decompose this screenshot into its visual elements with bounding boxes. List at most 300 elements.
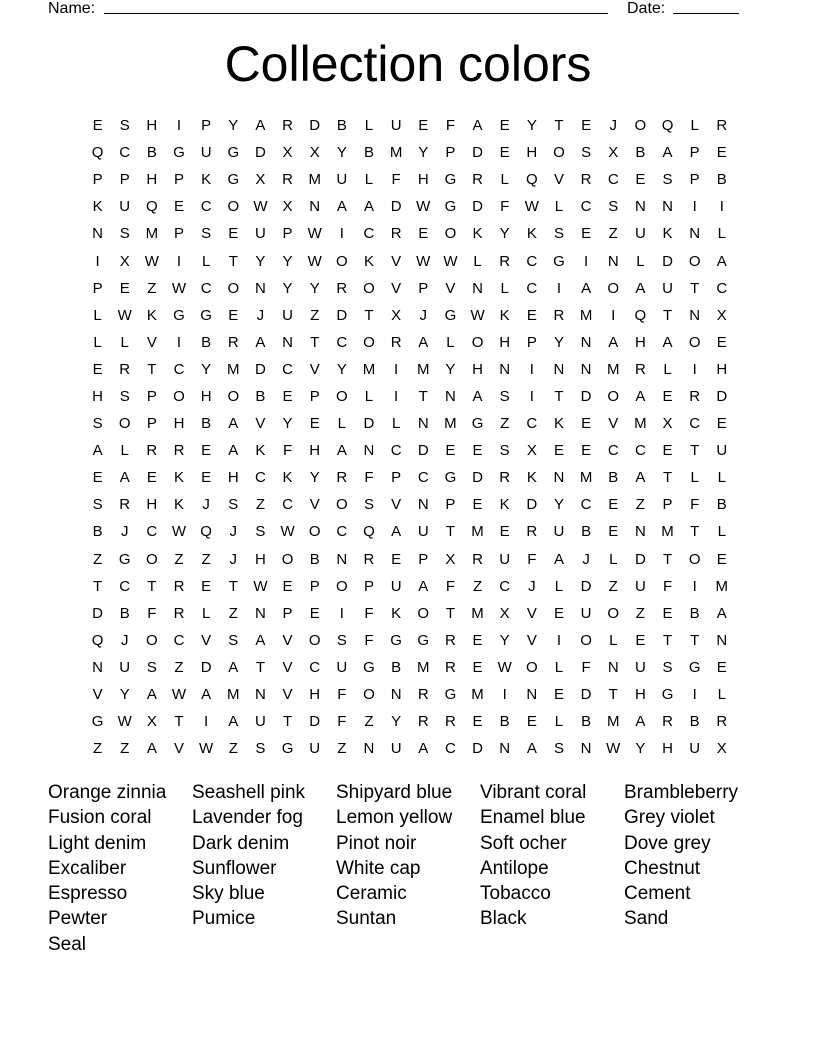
grid-letter[interactable]: N xyxy=(309,198,321,216)
grid-letter[interactable]: H xyxy=(173,415,185,433)
grid-letter[interactable]: R xyxy=(390,333,402,351)
grid-letter[interactable]: E xyxy=(499,117,510,135)
grid-letter[interactable]: Y xyxy=(553,333,564,351)
grid-letter[interactable]: W xyxy=(606,740,621,758)
grid-letter[interactable]: T xyxy=(608,686,618,704)
grid-letter[interactable]: C xyxy=(336,333,348,351)
grid-letter[interactable]: H xyxy=(146,117,158,135)
grid-letter[interactable]: K xyxy=(201,171,212,189)
grid-letter[interactable]: N xyxy=(499,360,511,378)
grid-letter[interactable]: H xyxy=(254,550,266,568)
grid-letter[interactable]: E xyxy=(309,604,320,622)
grid-letter[interactable]: E xyxy=(662,604,673,622)
grid-letter[interactable]: L xyxy=(473,252,482,270)
grid-letter[interactable]: F xyxy=(364,631,374,649)
grid-letter[interactable]: B xyxy=(581,713,592,731)
grid-letter[interactable]: S xyxy=(228,496,239,514)
grid-letter[interactable]: W xyxy=(144,252,159,270)
grid-letter[interactable]: M xyxy=(145,225,159,243)
grid-letter[interactable]: Y xyxy=(201,360,212,378)
grid-letter[interactable]: E xyxy=(282,387,293,405)
grid-letter[interactable]: U xyxy=(634,658,646,676)
grid-letter[interactable]: C xyxy=(254,469,266,487)
grid-letter[interactable]: E xyxy=(553,604,564,622)
grid-letter[interactable]: S xyxy=(553,225,564,243)
grid-letter[interactable]: F xyxy=(500,198,510,216)
grid-letter[interactable]: C xyxy=(119,144,131,162)
grid-letter[interactable]: W xyxy=(117,306,132,324)
grid-letter[interactable]: V xyxy=(391,496,402,514)
grid-letter[interactable]: U xyxy=(119,198,131,216)
grid-letter[interactable]: C xyxy=(689,415,701,433)
grid-letter[interactable]: U xyxy=(634,225,646,243)
grid-letter[interactable]: O xyxy=(281,550,294,568)
grid-letter[interactable]: N xyxy=(499,740,511,758)
grid-letter[interactable]: A xyxy=(553,550,564,568)
grid-letter[interactable]: Z xyxy=(635,604,645,622)
grid-letter[interactable]: Y xyxy=(526,117,537,135)
grid-letter[interactable]: J xyxy=(419,306,427,324)
grid-letter[interactable]: Q xyxy=(661,117,674,135)
grid-letter[interactable]: N xyxy=(363,740,375,758)
grid-letter[interactable]: I xyxy=(502,686,507,704)
grid-letter[interactable]: H xyxy=(146,496,158,514)
grid-letter[interactable]: N xyxy=(634,523,646,541)
grid-letter[interactable]: W xyxy=(280,523,295,541)
grid-letter[interactable]: P xyxy=(146,387,157,405)
grid-letter[interactable]: K xyxy=(391,604,402,622)
grid-letter[interactable]: C xyxy=(282,496,293,514)
grid-letter[interactable]: B xyxy=(716,496,727,514)
grid-letter[interactable]: P xyxy=(119,171,130,189)
grid-letter[interactable]: Y xyxy=(445,360,456,378)
grid-letter[interactable]: I xyxy=(176,333,182,351)
grid-letter[interactable]: P xyxy=(391,469,402,487)
grid-letter[interactable]: E xyxy=(716,415,727,433)
grid-letter[interactable]: E xyxy=(608,523,619,541)
grid-letter[interactable]: O xyxy=(607,387,620,405)
grid-letter[interactable]: T xyxy=(174,713,184,731)
grid-letter[interactable]: T xyxy=(92,577,103,595)
grid-letter[interactable]: R xyxy=(119,360,131,378)
grid-letter[interactable]: U xyxy=(309,740,321,758)
grid-letter[interactable]: U xyxy=(119,658,131,676)
grid-letter[interactable]: F xyxy=(445,117,455,135)
grid-letter[interactable]: S xyxy=(119,225,130,243)
grid-letter[interactable]: K xyxy=(662,225,673,243)
grid-letter[interactable]: G xyxy=(173,144,185,162)
grid-letter[interactable]: Y xyxy=(282,279,293,297)
grid-letter[interactable]: T xyxy=(690,631,700,649)
grid-letter[interactable]: B xyxy=(201,415,212,433)
grid-letter[interactable]: E xyxy=(716,658,727,676)
grid-letter[interactable]: Y xyxy=(309,279,320,297)
grid-letter[interactable]: C xyxy=(716,279,728,297)
grid-letter[interactable]: C xyxy=(390,442,402,460)
grid-letter[interactable]: M xyxy=(471,604,484,622)
grid-letter[interactable]: N xyxy=(363,442,375,460)
grid-letter[interactable]: S xyxy=(146,658,157,676)
grid-letter[interactable]: W xyxy=(171,686,187,704)
grid-letter[interactable]: E xyxy=(608,496,619,514)
grid-letter[interactable]: N xyxy=(336,550,348,568)
grid-letter[interactable]: E xyxy=(716,144,727,162)
grid-letter[interactable]: A xyxy=(228,442,239,460)
grid-letter[interactable]: G xyxy=(118,550,131,568)
grid-letter[interactable]: M xyxy=(634,415,647,433)
grid-letter[interactable]: D xyxy=(336,306,348,324)
grid-letter[interactable]: D xyxy=(662,252,673,270)
grid-letter[interactable]: R xyxy=(444,658,456,676)
grid-letter[interactable]: T xyxy=(662,306,673,324)
grid-letter[interactable]: Z xyxy=(228,604,238,622)
grid-letter[interactable]: H xyxy=(634,686,646,704)
grid-letter[interactable]: O xyxy=(525,658,538,676)
grid-letter[interactable]: E xyxy=(146,469,157,487)
grid-letter[interactable]: T xyxy=(255,658,265,676)
grid-letter[interactable]: A xyxy=(201,686,212,704)
grid-letter[interactable]: L xyxy=(337,415,346,433)
grid-letter[interactable]: C xyxy=(173,631,185,649)
grid-letter[interactable]: S xyxy=(92,415,103,433)
grid-letter[interactable]: N xyxy=(92,225,103,243)
grid-letter[interactable]: L xyxy=(93,306,102,324)
grid-letter[interactable]: I xyxy=(394,387,399,405)
grid-letter[interactable]: D xyxy=(634,550,646,568)
grid-letter[interactable]: Z xyxy=(92,740,103,758)
grid-letter[interactable]: U xyxy=(390,577,402,595)
grid-letter[interactable]: E xyxy=(553,686,564,704)
grid-letter[interactable]: V xyxy=(282,658,293,676)
grid-letter[interactable]: N xyxy=(580,333,592,351)
grid-letter[interactable]: N xyxy=(444,387,456,405)
grid-letter[interactable]: O xyxy=(688,252,701,270)
grid-letter[interactable]: I xyxy=(692,686,697,704)
grid-letter[interactable]: R xyxy=(444,631,456,649)
grid-letter[interactable]: E xyxy=(119,279,130,297)
grid-letter[interactable]: T xyxy=(554,387,564,405)
grid-letter[interactable]: C xyxy=(607,171,619,189)
grid-letter[interactable]: I xyxy=(176,117,182,135)
grid-letter[interactable]: P xyxy=(662,496,673,514)
grid-letter[interactable]: H xyxy=(200,387,212,405)
grid-letter[interactable]: T xyxy=(282,713,293,731)
grid-letter[interactable]: D xyxy=(526,496,538,514)
grid-letter[interactable]: S xyxy=(499,442,510,460)
grid-letter[interactable]: M xyxy=(579,306,593,324)
grid-letter[interactable]: W xyxy=(497,658,512,676)
grid-letter[interactable]: B xyxy=(608,469,619,487)
grid-letter[interactable]: T xyxy=(310,333,320,351)
grid-letter[interactable]: B xyxy=(92,523,103,541)
grid-letter[interactable]: L xyxy=(120,442,129,460)
grid-letter[interactable]: C xyxy=(336,523,348,541)
grid-letter[interactable]: O xyxy=(336,496,348,514)
grid-letter[interactable]: P xyxy=(309,387,320,405)
grid-letter[interactable]: S xyxy=(662,171,673,189)
grid-letter[interactable]: V xyxy=(255,415,266,433)
grid-letter[interactable]: P xyxy=(445,144,456,162)
grid-letter[interactable]: R xyxy=(553,306,565,324)
grid-letter[interactable]: P xyxy=(146,415,157,433)
grid-letter[interactable]: Z xyxy=(228,740,238,758)
grid-letter[interactable]: W xyxy=(253,577,268,595)
grid-letter[interactable]: L xyxy=(201,604,211,622)
grid-letter[interactable]: G xyxy=(200,306,212,324)
grid-letter[interactable]: M xyxy=(661,523,674,541)
grid-letter[interactable]: P xyxy=(689,144,700,162)
grid-letter[interactable]: I xyxy=(719,198,724,216)
grid-letter[interactable]: Z xyxy=(337,740,347,758)
grid-letter[interactable]: Z xyxy=(608,225,618,243)
grid-letter[interactable]: S xyxy=(119,117,130,135)
grid-letter[interactable]: W xyxy=(524,198,539,216)
grid-letter[interactable]: Y xyxy=(336,144,347,162)
grid-letter[interactable]: M xyxy=(606,713,620,731)
grid-letter[interactable]: Y xyxy=(499,631,510,649)
grid-letter[interactable]: I xyxy=(611,306,616,324)
grid-letter[interactable]: L xyxy=(120,333,129,351)
grid-letter[interactable]: G xyxy=(444,306,457,324)
grid-letter[interactable]: R xyxy=(282,171,293,189)
grid-letter[interactable]: P xyxy=(92,171,103,189)
grid-letter[interactable]: R xyxy=(282,117,293,135)
grid-letter[interactable]: U xyxy=(254,225,266,243)
grid-letter[interactable]: W xyxy=(443,252,458,270)
grid-letter[interactable]: E xyxy=(662,387,673,405)
grid-letter[interactable]: C xyxy=(417,469,429,487)
grid-letter[interactable]: C xyxy=(200,198,212,216)
grid-letter[interactable]: D xyxy=(472,740,483,758)
grid-letter[interactable]: Y xyxy=(418,144,429,162)
grid-letter[interactable]: R xyxy=(580,171,592,189)
grid-letter[interactable]: C xyxy=(282,360,293,378)
grid-letter[interactable]: E xyxy=(472,631,483,649)
grid-letter[interactable]: O xyxy=(688,550,701,568)
grid-letter[interactable]: E xyxy=(581,442,592,460)
grid-letter[interactable]: H xyxy=(662,740,673,758)
grid-letter[interactable]: S xyxy=(662,658,673,676)
grid-letter[interactable]: G xyxy=(444,469,457,487)
grid-letter[interactable]: A xyxy=(635,279,646,297)
grid-letter[interactable]: C xyxy=(526,279,538,297)
grid-letter[interactable]: J xyxy=(229,550,238,568)
grid-letter[interactable]: Q xyxy=(91,144,104,162)
grid-letter[interactable]: A xyxy=(146,740,157,758)
grid-letter[interactable]: I xyxy=(692,577,697,595)
grid-letter[interactable]: T xyxy=(147,360,157,378)
grid-letter[interactable]: V xyxy=(526,604,537,622)
grid-letter[interactable]: Q xyxy=(200,523,212,541)
grid-letter[interactable]: B xyxy=(336,117,347,135)
grid-letter[interactable]: Y xyxy=(635,740,646,758)
grid-letter[interactable]: E xyxy=(635,171,646,189)
grid-letter[interactable]: A xyxy=(418,740,429,758)
grid-letter[interactable]: K xyxy=(472,225,483,243)
grid-letter[interactable]: A xyxy=(391,523,402,541)
grid-letter[interactable]: E xyxy=(418,117,429,135)
grid-letter[interactable]: R xyxy=(662,713,673,731)
grid-letter[interactable]: E xyxy=(472,442,483,460)
grid-letter[interactable]: O xyxy=(227,198,240,216)
grid-letter[interactable]: E xyxy=(662,442,673,460)
name-field-line[interactable] xyxy=(104,13,608,14)
grid-letter[interactable]: L xyxy=(500,171,509,189)
grid-letter[interactable]: M xyxy=(362,360,376,378)
grid-letter[interactable]: L xyxy=(609,631,618,649)
grid-letter[interactable]: L xyxy=(717,523,726,541)
grid-letter[interactable]: F xyxy=(364,469,374,487)
grid-letter[interactable]: Z xyxy=(472,577,483,595)
grid-letter[interactable]: V xyxy=(146,333,157,351)
grid-letter[interactable]: O xyxy=(471,333,484,351)
grid-letter[interactable]: F xyxy=(337,713,347,731)
grid-letter[interactable]: H xyxy=(227,469,239,487)
grid-letter[interactable]: T xyxy=(690,523,700,541)
grid-letter[interactable]: B xyxy=(201,333,212,351)
grid-letter[interactable]: H xyxy=(146,171,158,189)
grid-letter[interactable]: C xyxy=(173,360,185,378)
grid-letter[interactable]: I xyxy=(529,360,534,378)
grid-letter[interactable]: N xyxy=(662,198,673,216)
grid-letter[interactable]: E xyxy=(92,360,103,378)
grid-letter[interactable]: B xyxy=(309,550,320,568)
grid-letter[interactable]: E xyxy=(173,198,184,216)
grid-letter[interactable]: A xyxy=(228,658,239,676)
grid-letter[interactable]: M xyxy=(227,686,240,704)
grid-letter[interactable]: O xyxy=(607,604,620,622)
grid-letter[interactable]: E xyxy=(201,469,212,487)
grid-letter[interactable]: Z xyxy=(635,496,645,514)
grid-letter[interactable]: C xyxy=(499,577,511,595)
grid-letter[interactable]: K xyxy=(526,469,537,487)
grid-letter[interactable]: L xyxy=(93,333,102,351)
grid-letter[interactable]: Y xyxy=(309,469,320,487)
grid-letter[interactable]: A xyxy=(336,198,347,216)
grid-letter[interactable]: L xyxy=(690,117,699,135)
grid-letter[interactable]: Z xyxy=(201,550,211,568)
grid-letter[interactable]: C xyxy=(309,658,321,676)
grid-letter[interactable]: J xyxy=(582,550,590,568)
grid-letter[interactable]: E xyxy=(553,442,564,460)
grid-letter[interactable]: E xyxy=(228,306,239,324)
grid-letter[interactable]: W xyxy=(171,523,187,541)
grid-letter[interactable]: N xyxy=(553,360,565,378)
grid-letter[interactable]: B xyxy=(716,171,727,189)
grid-letter[interactable]: G xyxy=(390,631,402,649)
grid-letter[interactable]: L xyxy=(690,469,699,487)
grid-letter[interactable]: U xyxy=(716,442,728,460)
grid-letter[interactable]: U xyxy=(634,577,646,595)
grid-letter[interactable]: N xyxy=(580,360,592,378)
grid-letter[interactable]: L xyxy=(717,225,726,243)
grid-letter[interactable]: C xyxy=(526,252,538,270)
grid-letter[interactable]: A xyxy=(635,713,646,731)
grid-letter[interactable]: C xyxy=(119,577,131,595)
grid-letter[interactable]: K xyxy=(173,469,184,487)
grid-letter[interactable]: T xyxy=(228,577,238,595)
grid-letter[interactable]: K xyxy=(146,306,157,324)
grid-letter[interactable]: N xyxy=(417,496,429,514)
grid-letter[interactable]: K xyxy=(499,306,510,324)
grid-letter[interactable]: Z xyxy=(255,496,265,514)
grid-letter[interactable]: I xyxy=(529,387,534,405)
grid-letter[interactable]: R xyxy=(336,469,348,487)
grid-letter[interactable]: Y xyxy=(282,415,293,433)
grid-letter[interactable]: H xyxy=(526,144,538,162)
grid-letter[interactable]: R xyxy=(227,333,239,351)
grid-letter[interactable]: Z xyxy=(310,306,320,324)
grid-letter[interactable]: U xyxy=(282,306,293,324)
grid-letter[interactable]: P xyxy=(173,171,184,189)
grid-letter[interactable]: P xyxy=(173,225,184,243)
grid-letter[interactable]: P xyxy=(445,496,456,514)
grid-letter[interactable]: U xyxy=(336,658,348,676)
grid-letter[interactable]: T xyxy=(690,442,700,460)
grid-letter[interactable]: I xyxy=(692,360,697,378)
grid-letter[interactable]: U xyxy=(499,550,511,568)
grid-letter[interactable]: P xyxy=(309,577,320,595)
grid-letter[interactable]: V xyxy=(445,279,456,297)
grid-letter[interactable]: I xyxy=(692,198,697,216)
grid-letter[interactable]: V xyxy=(309,360,320,378)
grid-letter[interactable]: L xyxy=(364,171,374,189)
grid-letter[interactable]: A xyxy=(92,442,103,460)
grid-letter[interactable]: O xyxy=(688,333,701,351)
grid-letter[interactable]: P xyxy=(282,604,293,622)
grid-letter[interactable]: I xyxy=(204,713,209,731)
grid-letter[interactable]: S xyxy=(499,387,510,405)
grid-letter[interactable]: I xyxy=(176,252,182,270)
grid-letter[interactable]: E xyxy=(228,225,239,243)
grid-letter[interactable]: G xyxy=(688,658,701,676)
grid-letter[interactable]: E xyxy=(391,550,402,568)
grid-letter[interactable]: U xyxy=(336,171,348,189)
grid-letter[interactable]: T xyxy=(364,306,374,324)
grid-letter[interactable]: D xyxy=(716,387,728,405)
grid-letter[interactable]: L xyxy=(554,713,564,731)
grid-letter[interactable]: V xyxy=(173,740,184,758)
grid-letter[interactable]: R xyxy=(173,442,185,460)
grid-letter[interactable]: T xyxy=(662,631,673,649)
grid-letter[interactable]: M xyxy=(579,469,593,487)
grid-letter[interactable]: W xyxy=(171,279,187,297)
grid-letter[interactable]: R xyxy=(689,387,701,405)
grid-letter[interactable]: G xyxy=(227,144,240,162)
grid-letter[interactable]: Y xyxy=(336,360,347,378)
grid-letter[interactable]: H xyxy=(417,171,429,189)
grid-letter[interactable]: X xyxy=(119,252,130,270)
grid-letter[interactable]: X xyxy=(445,550,456,568)
grid-letter[interactable]: D xyxy=(472,144,483,162)
grid-letter[interactable]: T xyxy=(662,469,673,487)
grid-letter[interactable]: S xyxy=(201,225,212,243)
grid-letter[interactable]: J xyxy=(202,496,210,514)
grid-letter[interactable]: G xyxy=(444,686,457,704)
grid-letter[interactable]: Z xyxy=(500,415,510,433)
grid-letter[interactable]: X xyxy=(608,144,619,162)
grid-letter[interactable]: L xyxy=(364,387,374,405)
grid-letter[interactable]: R xyxy=(499,252,511,270)
grid-letter[interactable]: F xyxy=(690,496,700,514)
grid-letter[interactable]: O xyxy=(308,523,321,541)
grid-letter[interactable]: C xyxy=(580,496,592,514)
grid-letter[interactable]: O xyxy=(444,225,457,243)
grid-letter[interactable]: D xyxy=(417,442,429,460)
grid-letter[interactable]: L xyxy=(364,117,374,135)
grid-letter[interactable]: U xyxy=(553,523,565,541)
grid-letter[interactable]: D xyxy=(309,713,321,731)
